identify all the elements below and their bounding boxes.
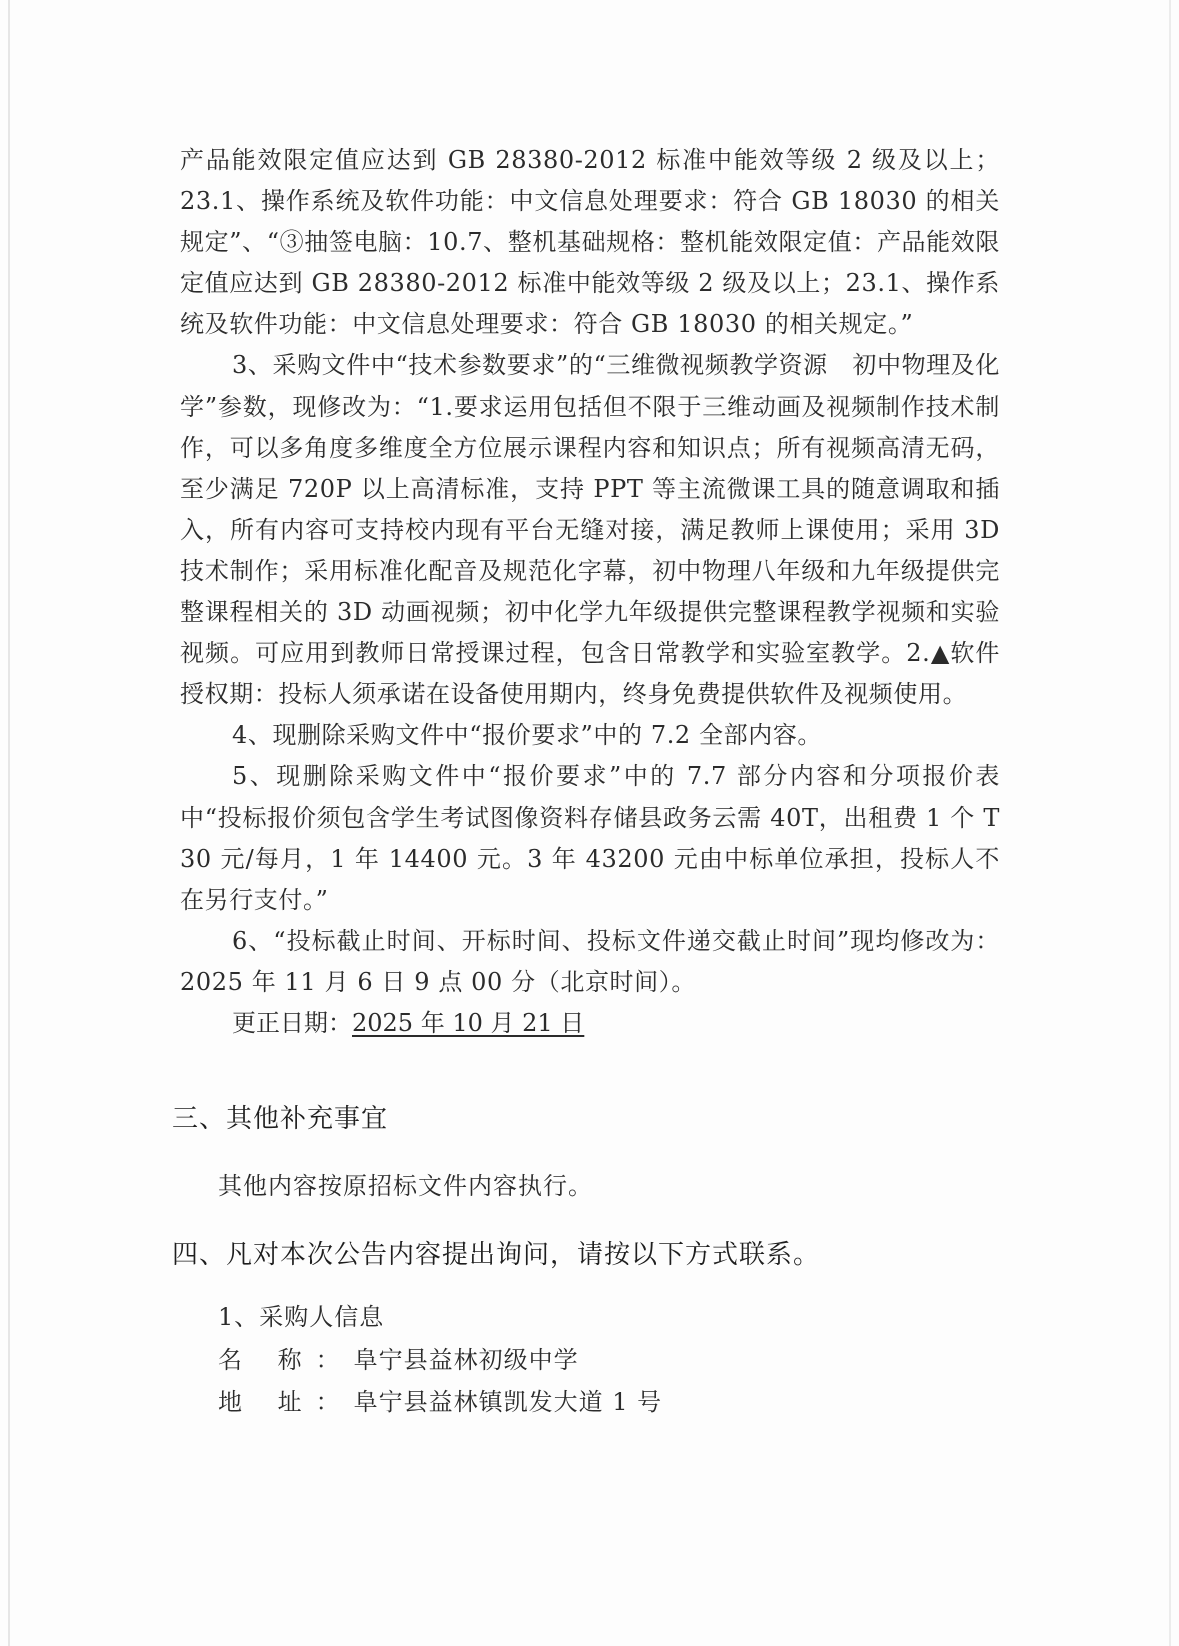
purchaser-name-row xyxy=(218,1340,579,1375)
paragraph-item-4: 4、现删除采购文件中“报价要求”中的 7.2 全部内容。 xyxy=(232,721,823,750)
section-3-heading: 三、其他补充事宜 xyxy=(172,1104,389,1134)
paragraph-item-6: 6、“投标截止时间、开标时间、投标文件递交截止时间”现均修改为：2025 年 11 月 6 日 9 点 00 分（北京时间）。 xyxy=(180,926,1000,996)
paragraph-item-3: 3、采购文件中“技术参数要求”的“三维微视频教学资源 初中物理及化学”参数，现修改为：“1.要求运用包括但不限于三维动画及视频制作技术制作，可以多角度多维度全方位展示课程内容和知识点；所有视频高清无码，至少满足 720P 以上高清标准，支持 PPT 等主流微课工具的随意调取和插入，所有内容可支持校内现有平台无缝对接，满足教师上课使用；采用 3D 技术制作；采用标准化配音及规范化字幕，初中物理八年级和九年级提供完整课程相关的 3D 动画视频；初中化学九年级提供完整课程教学视频和实验视频。可应用到教师日常授课过程，包含日常教学和实验室教学。2.▲软件授权期：投标人须承诺在设备使用期内，终身免费提供软件及视频使用。 xyxy=(180,351,1000,709)
purchaser-address-row xyxy=(218,1382,662,1417)
purchaser-info-title: 1、采购人信息 xyxy=(218,1303,385,1331)
paragraph-continuation: 产品能效限定值应达到 GB 28380-2012 标准中能效等级 2 级及以上；23.1、操作系统及软件功能：中文信息处理要求：符合 GB 18030 的相关规定”、“③抽签电脑：10.7、整机基础规格：整机能效限定值：产品能效限定值应达到 GB 28380-2012 标准中能效等级 2 级及以上；23.1、操作系统及软件功能：中文信息处理要求：符合 GB 18030 的相关规定。” xyxy=(180,146,1000,339)
correction-date xyxy=(180,1003,1000,1044)
purchaser-name-label: 名 称： xyxy=(218,1346,354,1374)
purchaser-name-value: 阜宁县益林初级中学 xyxy=(353,1346,579,1374)
correction-date-label: 更正日期： xyxy=(232,1008,352,1037)
paragraph-item-5: 5、现删除采购文件中“报价要求”中的 7.7 部分内容和分项报价表中“投标报价须包含学生考试图像资料存储县政务云需 40T，出租费 1 个 T 30 元/每月，1 年 14400 元。3 年 43200 元由中标单位承担，投标人不在另行支付。” xyxy=(180,762,1000,914)
section-3-body: 其他内容按原招标文件内容执行。 xyxy=(218,1172,593,1200)
purchaser-address-label: 地 址： xyxy=(218,1388,354,1416)
body-text-block xyxy=(180,140,1000,1044)
section-4-heading: 四、凡对本次公告内容提出询问，请按以下方式联系。 xyxy=(172,1240,821,1270)
correction-date-value: 2025 年 10 月 21 日 xyxy=(352,1008,585,1037)
purchaser-address-value: 阜宁县益林镇凯发大道 1 号 xyxy=(353,1388,663,1416)
